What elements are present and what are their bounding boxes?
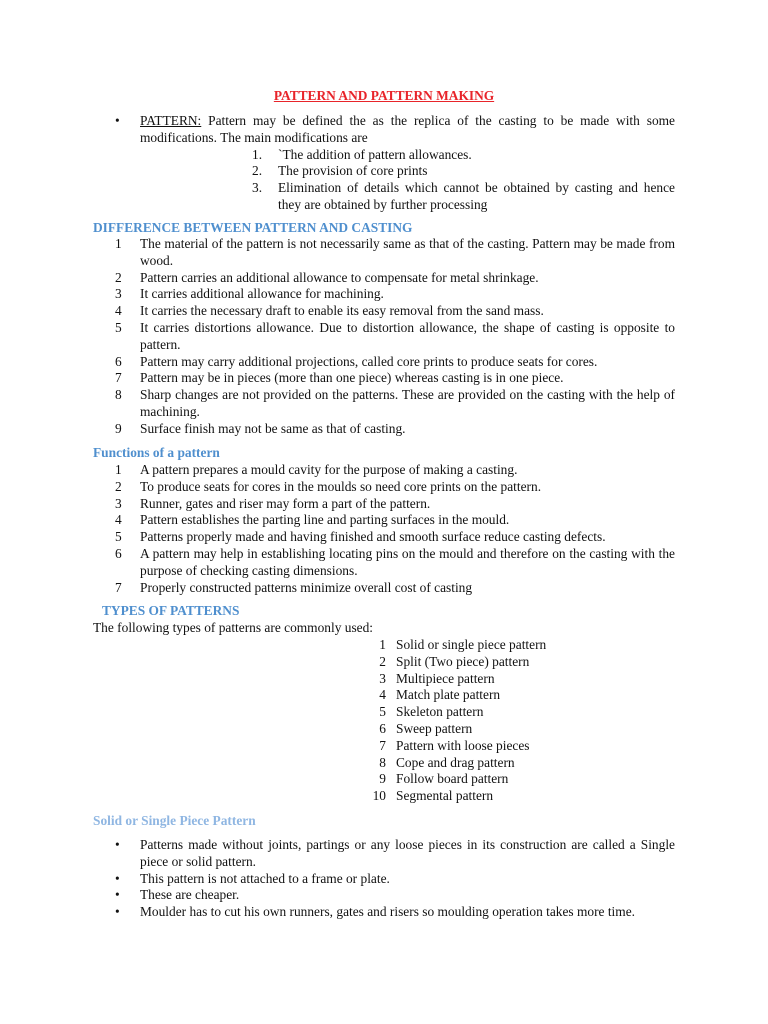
functions-list: [115, 462, 675, 596]
list-item: [115, 496, 675, 513]
item-number: 6: [379, 720, 386, 736]
item-text: It carries the necessary draft to enable its easy removal from the sand mass.: [140, 303, 544, 319]
solid-pattern-bullets: [115, 837, 675, 921]
item-text: Moulder has to cut his own runners, gates and risers so moulding operation takes more time.: [140, 904, 635, 920]
item-number: 5: [115, 529, 122, 545]
list-item: [115, 887, 675, 904]
item-text: The provision of core prints: [278, 163, 428, 179]
list-item: [115, 529, 675, 546]
list-item: [115, 354, 675, 371]
list-item: [115, 479, 675, 496]
item-number: 6: [115, 353, 122, 369]
item-text: Patterns properly made and having finished and smooth surface reduce casting defects.: [140, 529, 606, 545]
page-title: PATTERN AND PATTERN MAKING: [273, 88, 495, 103]
list-item: [115, 236, 675, 270]
list-item: [115, 546, 675, 580]
item-text: This pattern is not attached to a frame or plate.: [140, 870, 390, 886]
list-item: [370, 687, 670, 704]
item-text: It carries additional allowance for machining.: [140, 286, 384, 302]
item-text: Match plate pattern: [396, 687, 501, 703]
list-item: [370, 738, 670, 755]
list-item: [115, 370, 675, 387]
item-number: 2: [115, 269, 122, 285]
item-text: Pattern may be in pieces (more than one piece) whereas casting is in one piece.: [140, 370, 564, 386]
list-item: [370, 721, 670, 738]
item-number: 8: [379, 754, 386, 770]
item-text: These are cheaper.: [140, 887, 240, 903]
item-text: Pattern carries an additional allowance to compensate for metal shrinkage.: [140, 269, 539, 285]
list-item: [115, 387, 675, 421]
difference-heading: DIFFERENCE BETWEEN PATTERN AND CASTING: [93, 220, 413, 235]
list-item: [115, 286, 675, 303]
functions-heading: Functions of a pattern: [93, 445, 220, 460]
item-text: Cope and drag pattern: [396, 754, 515, 770]
item-number: 1.: [252, 146, 263, 162]
list-item: [370, 637, 670, 654]
item-number: 2: [115, 478, 122, 494]
difference-list: [115, 236, 675, 438]
item-text: Elimination of details which cannot be obtained by casting and hence they are obtained by further processing: [278, 180, 675, 212]
bullet-icon: •: [115, 904, 120, 920]
list-item: [252, 147, 675, 164]
item-number: 7: [115, 579, 122, 595]
types-lead: The following types of patterns are commonly used:: [93, 620, 374, 635]
item-text: Patterns made without joints, partings or any loose pieces in its construction are called a Single piece or solid pattern.: [140, 837, 675, 869]
list-item: [370, 671, 670, 688]
item-text: Sweep pattern: [396, 720, 473, 736]
item-number: 3.: [252, 180, 263, 196]
item-number: 3: [115, 495, 122, 511]
item-text: A pattern prepares a mould cavity for the purpose of making a casting.: [140, 462, 518, 477]
item-number: 10: [372, 788, 386, 804]
intro-bullet: [115, 113, 675, 147]
pattern-definition: Pattern may be defined the as the replica of the casting to be made with some modifications. The main modifications are: [140, 113, 675, 145]
list-item: [115, 303, 675, 320]
item-text: To produce seats for cores in the moulds so need core prints on the pattern.: [140, 478, 542, 494]
item-number: 8: [115, 387, 122, 403]
item-text: The material of the pattern is not necessarily same as that of the casting. Pattern may be made from wood.: [140, 236, 675, 268]
item-number: 1: [115, 236, 122, 251]
intro-section: [115, 113, 675, 214]
list-item: [115, 837, 675, 871]
list-item: [115, 580, 675, 597]
item-text: Surface finish may not be same as that of casting.: [140, 420, 406, 436]
item-text: `The addition of pattern allowances.: [278, 146, 472, 162]
bullet-icon: •: [115, 887, 120, 903]
item-text: Split (Two piece) pattern: [396, 653, 530, 669]
item-text: Pattern with loose pieces: [396, 737, 530, 753]
item-number: 9: [379, 771, 386, 787]
list-item: [115, 421, 675, 438]
list-item: [115, 462, 675, 479]
item-number: 7: [379, 737, 386, 753]
item-text: Follow board pattern: [396, 771, 509, 787]
list-item: [370, 654, 670, 671]
item-number: 5: [379, 704, 386, 720]
bullet-icon: •: [115, 113, 120, 128]
item-number: 4: [379, 687, 386, 703]
item-text: A pattern may help in establishing locating pins on the mould and therefore on the casting with the purpose of checking casting dimensions.: [140, 545, 675, 578]
item-number: 5: [115, 319, 122, 335]
item-number: 1: [379, 637, 386, 652]
item-text: Skeleton pattern: [396, 704, 484, 720]
list-item: [115, 320, 675, 354]
types-list: [370, 637, 670, 805]
pattern-term: PATTERN:: [140, 113, 202, 128]
item-text: Sharp changes are not provided on the patterns. These are provided on the casting with the help of machining.: [140, 387, 675, 419]
item-number: 3: [379, 670, 386, 686]
item-number: 6: [115, 545, 122, 561]
item-text: Pattern establishes the parting line and parting surfaces in the mould.: [140, 512, 510, 528]
item-number: 4: [115, 512, 122, 528]
item-text: It carries distortions allowance. Due to distortion allowance, the shape of casting is opposite to pattern.: [140, 319, 675, 352]
bullet-icon: •: [115, 837, 120, 852]
item-number: 9: [115, 420, 122, 436]
list-item: [115, 904, 675, 921]
list-item: [115, 270, 675, 287]
list-item: [115, 512, 675, 529]
list-item: [252, 180, 675, 214]
solid-pattern-heading: Solid or Single Piece Pattern: [93, 813, 256, 828]
item-text: Pattern may carry additional projections, called core prints to produce seats for cores.: [140, 353, 598, 369]
bullet-icon: •: [115, 870, 120, 886]
item-text: Multipiece pattern: [396, 670, 495, 686]
item-number: 3: [115, 286, 122, 302]
item-number: 7: [115, 370, 122, 386]
modification-list: [252, 147, 675, 214]
list-item: [252, 163, 675, 180]
types-heading: TYPES OF PATTERNS: [102, 603, 240, 618]
item-text: Segmental pattern: [396, 788, 494, 804]
item-text: Runner, gates and riser may form a part of the pattern.: [140, 495, 431, 511]
item-text: Solid or single piece pattern: [396, 637, 547, 652]
list-item: [370, 755, 670, 772]
item-number: 2: [379, 653, 386, 669]
list-item: [370, 771, 670, 788]
list-item: [370, 788, 670, 805]
item-number: 2.: [252, 163, 263, 179]
item-number: 4: [115, 303, 122, 319]
item-number: 1: [115, 462, 122, 477]
list-item: [370, 704, 670, 721]
item-text: Properly constructed patterns minimize overall cost of casting: [140, 579, 473, 595]
list-item: [115, 871, 675, 888]
